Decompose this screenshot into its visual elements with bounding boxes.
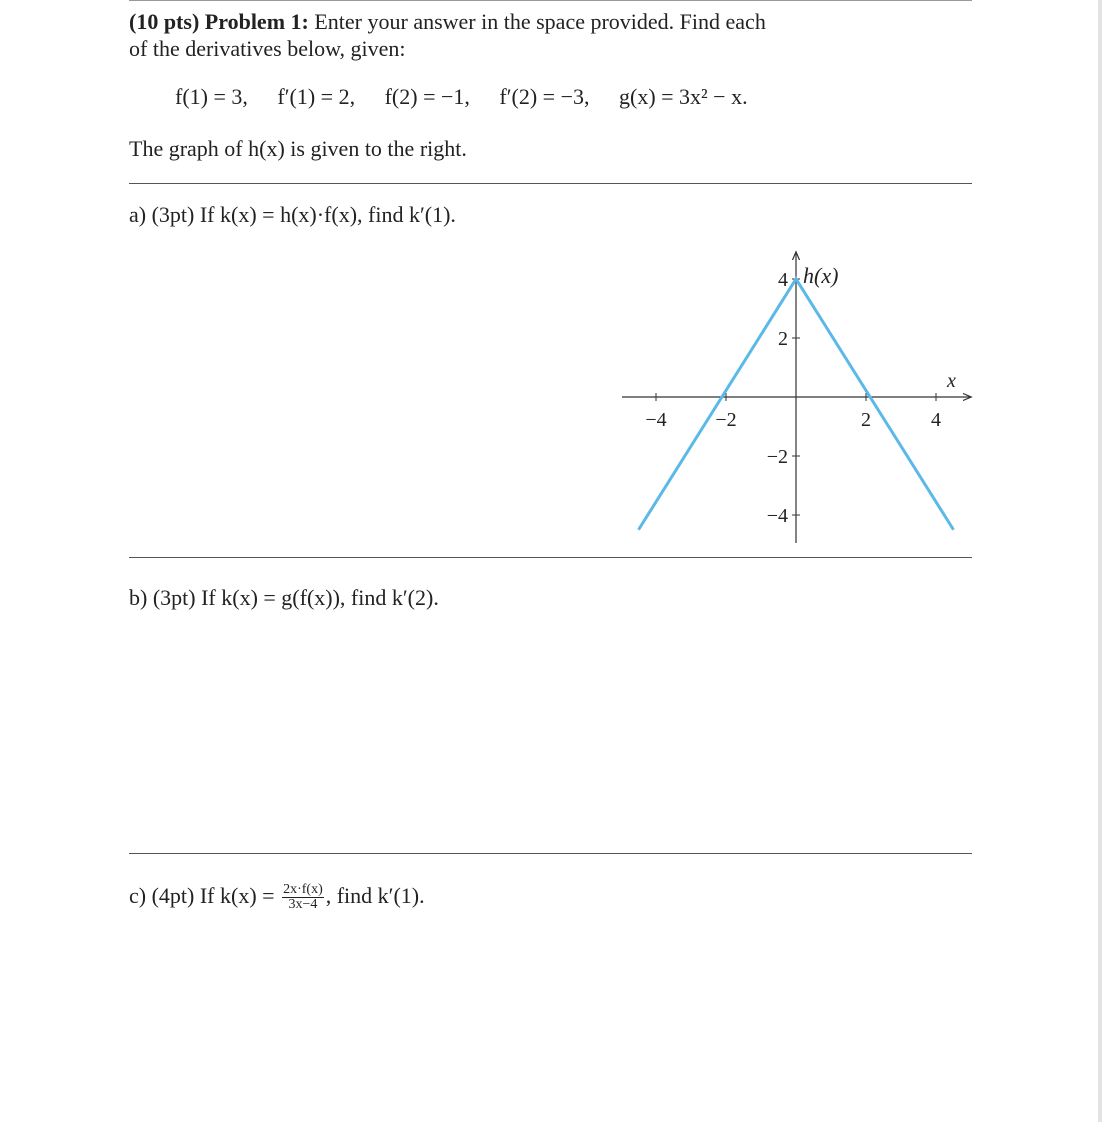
problem-instructions-2: of the derivatives below, given: <box>129 36 406 61</box>
part-c-prefix: c) (4pt) If k(x) = <box>129 883 275 908</box>
x-tick-label: −4 <box>645 409 667 431</box>
given-f1: f(1) = 3, <box>175 84 248 109</box>
divider-3 <box>129 853 972 854</box>
part-c-fraction <box>282 883 324 912</box>
part-c-suffix: , find k′(1). <box>325 883 425 908</box>
y-tick-label: 2 <box>778 328 788 350</box>
given-g: g(x) = 3x² − x. <box>619 84 748 109</box>
page-edge <box>1098 0 1102 1122</box>
y-tick-label: −4 <box>766 505 788 527</box>
graph-note: The graph of h(x) is given to the right. <box>129 136 467 161</box>
x-tick-label: −2 <box>715 409 737 431</box>
given-fprime1: f′(1) = 2, <box>277 84 356 109</box>
x-axis-label: x <box>947 370 956 392</box>
part-b: b) (3pt) If k(x) = g(f(x)), find k′(2). <box>129 585 439 610</box>
part-c <box>129 883 425 912</box>
part-a: a) (3pt) If k(x) = h(x)·f(x), find k′(1). <box>129 202 456 227</box>
given-f2: f(2) = −1, <box>384 84 470 109</box>
given-values <box>175 84 748 110</box>
problem-header <box>129 8 979 62</box>
part-c-denominator: 3x−4 <box>288 897 318 913</box>
series-label: h(x) <box>803 263 839 288</box>
divider-1 <box>129 183 972 184</box>
part-c-numerator: 2x·f(x) <box>283 882 323 898</box>
given-fprime2: f′(2) = −3, <box>499 84 590 109</box>
y-tick-label: −2 <box>766 446 788 468</box>
x-tick-label: 2 <box>861 409 871 431</box>
problem-instructions: Enter your answer in the space provided. Find each <box>314 9 766 34</box>
x-tick-label: 4 <box>931 409 941 431</box>
divider-2 <box>129 557 972 558</box>
problem-points: (10 pts) <box>129 9 200 34</box>
h-graph <box>610 245 980 550</box>
top-rule <box>129 0 972 1</box>
y-tick-label: 4 <box>778 269 788 291</box>
problem-title: Problem 1: <box>204 9 309 34</box>
